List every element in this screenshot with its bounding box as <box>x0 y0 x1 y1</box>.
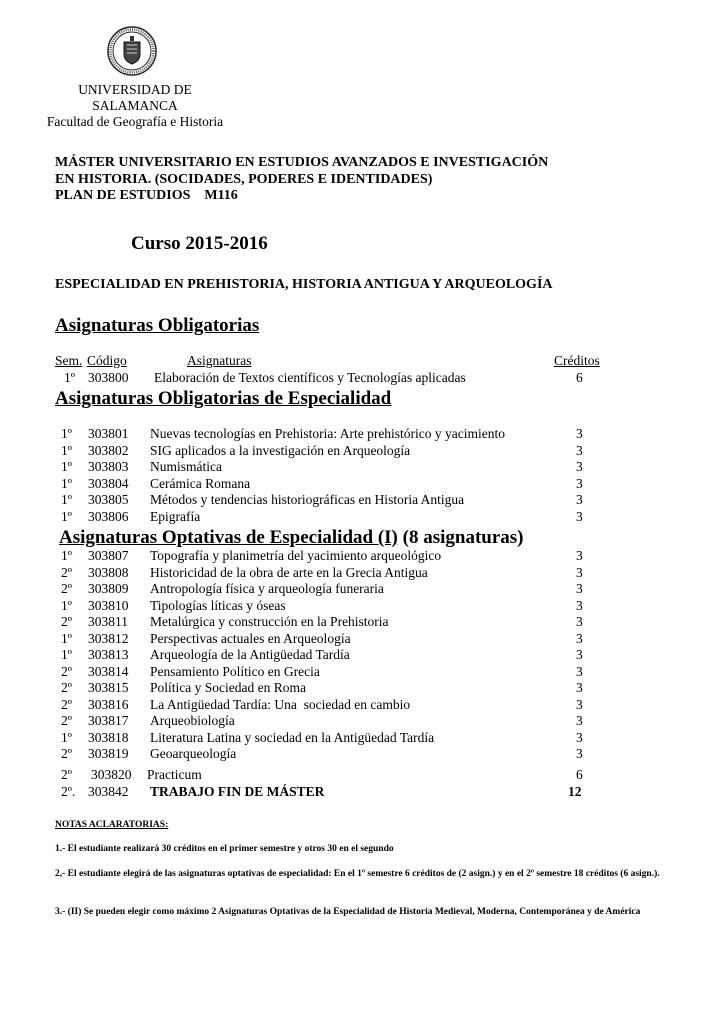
section-heading-obligatorias-especialidad <box>55 388 391 410</box>
table-row <box>0 565 725 581</box>
row-code: 303817 <box>88 713 129 728</box>
row-credits: 3 <box>576 630 583 646</box>
row-credits: 3 <box>576 508 583 524</box>
row-credits: 3 <box>576 746 583 761</box>
table-row <box>0 614 725 630</box>
row-code: 303808 <box>88 564 129 580</box>
table-row <box>0 581 725 597</box>
row-credits: 3 <box>576 663 583 679</box>
note-3: 3.- (II) Se pueden elegir como máximo 2 Asignaturas Optativas de la Especialidad de Historia Medieval, Moderna, Contemporánea y de América <box>55 907 641 917</box>
row-credits: 3 <box>576 426 583 441</box>
row-code: 303805 <box>88 492 129 507</box>
row-code: 303809 <box>88 581 129 596</box>
row-code: 303813 <box>88 647 129 662</box>
row-credits: 3 <box>576 442 583 458</box>
table-row <box>0 459 725 475</box>
row-subject: Epigrafía <box>150 508 201 524</box>
row-code: 303816 <box>88 696 129 712</box>
row-subject: Arqueobiología <box>150 713 235 728</box>
note-1: 1.- El estudiante realizará 30 créditos en el primer semestre y otros 30 en el segundo <box>55 844 394 854</box>
row-subject: Arqueología de la Antigüedad Tardía <box>150 647 350 662</box>
row-semester: 2º <box>61 663 72 679</box>
section-heading-text: Asignaturas Optativas de Especialidad (I) <box>59 527 398 548</box>
row-semester: 1º <box>61 442 72 458</box>
university-header <box>35 82 235 130</box>
row-code: 303800 <box>88 370 129 385</box>
section-heading-optativas-especialidad <box>59 527 524 549</box>
table-row <box>0 697 725 713</box>
section-heading-obligatorias <box>55 315 259 337</box>
row-subject: Pensamiento Político en Grecia <box>150 663 320 679</box>
table-row <box>0 680 725 696</box>
row-credits: 3 <box>576 459 583 474</box>
row-semester: 2º <box>61 680 72 695</box>
row-credits: 3 <box>576 647 583 662</box>
column-header-sem: Sem. <box>55 353 83 368</box>
table-row <box>0 746 725 762</box>
row-code: 303842 <box>88 783 129 799</box>
row-subject: Política y Sociedad en Roma <box>150 680 306 695</box>
row-subject: TRABAJO FIN DE MÁSTER <box>150 783 325 799</box>
table-row <box>0 713 725 729</box>
row-credits: 6 <box>576 767 583 782</box>
row-subject: Elaboración de Textos científicos y Tecnologías aplicadas <box>154 370 466 385</box>
table-row <box>0 631 725 647</box>
table-row <box>0 443 725 459</box>
row-credits: 3 <box>576 597 583 613</box>
row-code: 303807 <box>88 548 129 563</box>
row-semester: 1º <box>61 508 72 524</box>
row-subject: Topografía y planimetría del yacimiento arqueológico <box>150 548 442 563</box>
row-semester: 2º <box>61 581 72 596</box>
row-code: 303810 <box>88 597 129 613</box>
row-semester: 1º <box>61 492 72 507</box>
row-semester: 1º <box>61 630 72 646</box>
notes-heading <box>55 819 695 831</box>
row-code: 303802 <box>88 442 129 458</box>
specialty-title: ESPECIALIDAD EN PREHISTORIA, HISTORIA ANTIGUA Y ARQUEOLOGÍA <box>55 277 553 292</box>
row-semester: 1º <box>61 729 72 745</box>
row-subject: La Antigüedad Tardía: Una sociedad en cambio <box>150 696 411 712</box>
row-semester: 2º <box>61 696 72 712</box>
row-code: 303812 <box>88 630 129 646</box>
table-row <box>0 784 725 800</box>
row-credits: 3 <box>576 696 583 712</box>
master-title <box>55 155 548 205</box>
table-row <box>0 548 725 564</box>
row-credits: 3 <box>576 729 583 745</box>
row-semester: 2º <box>61 767 72 782</box>
row-code: 303820 <box>91 767 132 782</box>
academic-year: Curso 2015-2016 <box>131 233 268 254</box>
row-credits: 3 <box>576 680 583 695</box>
section-heading-suffix: (8 asignaturas) <box>397 527 524 548</box>
row-code: 303804 <box>88 475 129 491</box>
title-line-2: EN HISTORIA. (SOCIDADES, PODERES E IDENTIDADES) <box>55 171 433 187</box>
table-row <box>0 370 725 386</box>
row-semester: 2º <box>61 564 72 580</box>
note-2: 2,- El estudiante elegirá de las asignaturas optativas de especialidad: En el 1º semestre 6 créditos de (2 asign.) y en el 2º semestre 18 créditos (6 asign.). <box>55 869 660 879</box>
row-subject: SIG aplicados a la investigación en Arqueología <box>150 442 411 458</box>
row-credits: 6 <box>576 370 583 385</box>
row-subject: Métodos y tendencias historiográficas en Historia Antigua <box>150 492 465 507</box>
table-row <box>0 492 725 508</box>
row-subject: Nuevas tecnologías en Prehistoria: Arte prehistórico y yacimiento <box>150 426 506 441</box>
row-credits: 3 <box>576 614 583 629</box>
row-subject: Literatura Latina y sociedad en la Antigüedad Tardía <box>150 729 435 745</box>
row-subject: Practicum <box>147 767 202 782</box>
table-row <box>0 476 725 492</box>
row-code: 303803 <box>88 459 129 474</box>
row-code: 303814 <box>88 663 129 679</box>
row-credits: 3 <box>576 713 583 728</box>
column-header-asignaturas: Asignaturas <box>187 353 252 368</box>
table-row <box>0 509 725 525</box>
row-subject: Geoarqueología <box>150 746 237 761</box>
row-code: 303818 <box>88 729 129 745</box>
row-subject: Antropología física y arqueología funeraria <box>150 581 384 596</box>
university-seal-logo <box>107 26 157 76</box>
row-semester: 1º <box>61 647 72 662</box>
row-semester: 1º <box>61 459 72 474</box>
row-subject: Metalúrgica y construcción en la Prehistoria <box>150 614 389 629</box>
column-header-codigo: Código <box>87 353 127 368</box>
table-row <box>0 598 725 614</box>
row-credits: 12 <box>568 783 582 799</box>
section-heading-text: Asignaturas Obligatorias <box>55 315 260 336</box>
row-subject: Cerámica Romana <box>150 475 251 491</box>
row-semester: 2º <box>61 746 72 761</box>
row-credits: 3 <box>576 564 583 580</box>
table-row <box>0 767 725 783</box>
title-line-3: PLAN DE ESTUDIOS M116 <box>55 188 238 203</box>
row-credits: 3 <box>576 492 583 507</box>
row-code: 303819 <box>88 746 129 761</box>
row-code: 303815 <box>88 680 129 695</box>
row-subject: Historicidad de la obra de arte en la Grecia Antigua <box>150 564 428 580</box>
row-subject: Perspectivas actuales en Arqueología <box>150 630 351 646</box>
column-header-creditos: Créditos <box>554 353 600 368</box>
row-semester: 2º <box>61 614 72 629</box>
notes-heading-text: NOTAS ACLARATORIAS: <box>55 820 169 830</box>
table-row <box>0 730 725 746</box>
row-subject: Tipologías líticas y óseas <box>150 597 286 613</box>
row-semester: 1º <box>61 548 72 563</box>
row-semester: 1º <box>61 426 72 441</box>
title-line-1: MÁSTER UNIVERSITARIO EN ESTUDIOS AVANZADOS E INVESTIGACIÓN <box>55 155 549 170</box>
row-code: 303801 <box>88 426 129 441</box>
row-subject: Numismática <box>150 459 222 474</box>
table-row <box>0 647 725 663</box>
section-heading-text: Asignaturas Obligatorias de Especialidad <box>55 388 392 409</box>
table-row <box>0 664 725 680</box>
row-semester: 1º <box>61 597 72 613</box>
row-semester: 2º <box>61 713 72 728</box>
row-semester: 1º <box>64 370 75 385</box>
faculty-name: Facultad de Geografía e Historia <box>46 114 224 129</box>
row-credits: 3 <box>576 475 583 491</box>
row-semester: 1º <box>61 475 72 491</box>
row-credits: 3 <box>576 548 583 563</box>
row-credits: 3 <box>576 581 583 596</box>
row-semester: 2º. <box>61 783 76 799</box>
row-code: 303806 <box>88 508 129 524</box>
row-code: 303811 <box>88 614 128 629</box>
table-row <box>0 426 725 442</box>
university-name: UNIVERSIDAD DE SALAMANCA <box>78 82 192 113</box>
